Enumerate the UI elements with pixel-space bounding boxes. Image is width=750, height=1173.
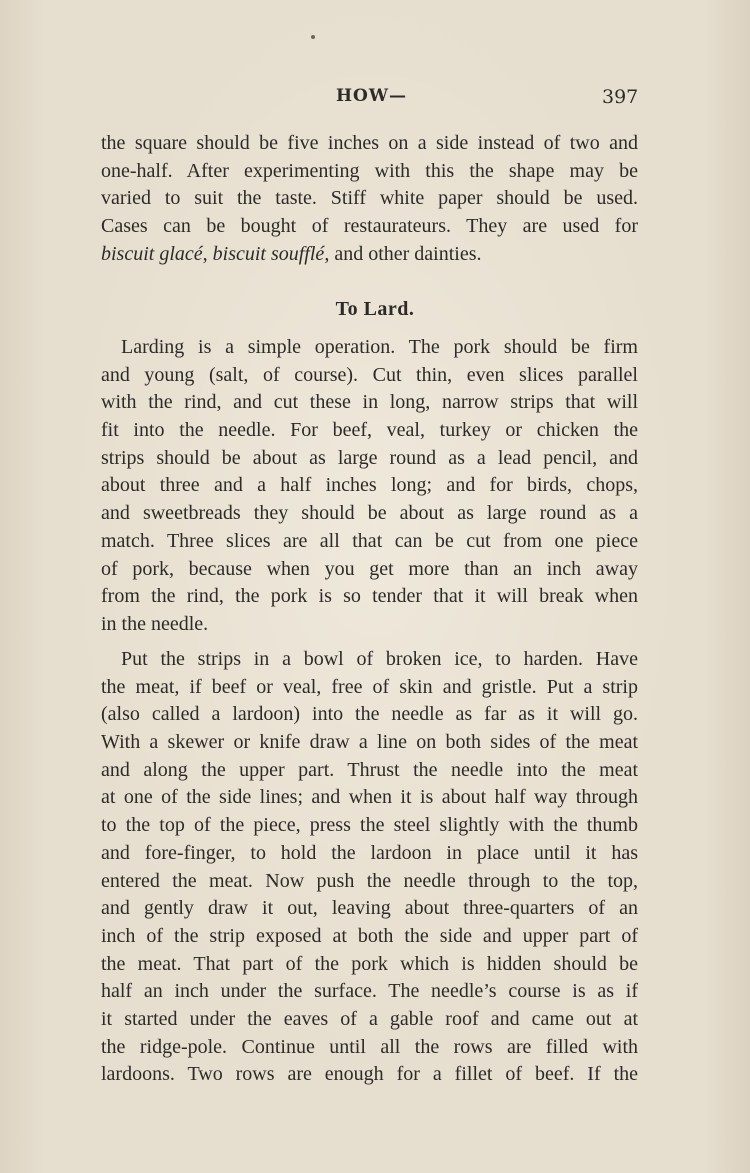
text-line: With a skewer or knife draw a line on both sides of the meat [101, 731, 638, 754]
text-line: fit into the needle. For beef, veal, turkey or chicken the [101, 419, 638, 442]
text-line: in the needle. [101, 612, 209, 635]
page-number: 397 [602, 86, 639, 108]
text-line: and along the upper part. Thrust the needle into the meat [101, 758, 638, 781]
text-line: the ridge-pole. Continue until all the rows are filled with [101, 1035, 638, 1058]
text-line: with the rind, and cut these in long, narrow strips that will [101, 391, 638, 414]
text-line [101, 241, 638, 269]
text-line: lardoons. Two rows are enough for a fillet of beef. If the [101, 1063, 638, 1086]
text-line: match. Three slices are all that can be cut from one piece [101, 529, 638, 552]
text-line: one-half. After experimenting with this the shape may be [101, 159, 638, 182]
text-line: strips should be about as large round as a lead pencil, and [101, 446, 638, 469]
text-line: the meat, if beef or veal, free of skin and gristle. Put a strip [101, 675, 638, 698]
italic-term: biscuit soufflé [212, 242, 325, 265]
running-head-title: HOW— [336, 86, 407, 106]
ink-dot [311, 35, 315, 39]
text-line: about three and a half inches long; and for birds, chops, [101, 474, 638, 497]
text-line: the square should be five inches on a side instead of two and [101, 132, 638, 154]
text-line: it started under the eaves of a gable roof and came out at [101, 1007, 638, 1030]
text-line: of pork, because when you get more than an inch away [101, 557, 638, 580]
text-line: to the top of the piece, press the steel slightly with the thumb [101, 814, 638, 837]
text-line: from the rind, the pork is so tender that it will break when [101, 585, 638, 608]
text-line: at one of the side lines; and when it is about half way through [101, 786, 638, 809]
section-heading: To Lard. [335, 298, 415, 320]
text-fragment: , [202, 242, 213, 265]
paragraph-continuation [101, 130, 638, 268]
paragraph-larding [101, 334, 638, 639]
paragraph-strips [101, 646, 638, 1089]
text-fragment: , and other dainties. [324, 242, 482, 265]
text-line: Larding is a simple operation. The pork should be firm [121, 336, 638, 358]
text-line: half an inch under the surface. The needle’s course is as if [101, 980, 638, 1003]
text-line: (also called a lardoon) into the needle as far as it will go. [101, 703, 638, 726]
text-line: entered the meat. Now push the needle through to the top, [101, 869, 638, 892]
text-line: and fore-finger, to hold the lardoon in place until it has [101, 841, 638, 864]
text-line: inch of the strip exposed at both the side and upper part of [101, 924, 638, 947]
text-line: Cases can be bought of restaurateurs. They are used for [101, 215, 638, 238]
text-line: Put the strips in a bowl of broken ice, to harden. Have [121, 648, 638, 670]
italic-term: biscuit glacé [101, 242, 203, 265]
text-line: varied to suit the taste. Stiff white paper should be used. [101, 187, 638, 210]
text-line: the meat. That part of the pork which is hidden should be [101, 952, 638, 975]
text-line: and young (salt, of course). Cut thin, even slices parallel [101, 363, 638, 386]
text-line: and sweetbreads they should be about as large round as a [101, 502, 638, 525]
running-head [0, 86, 750, 110]
text-line: and gently draw it out, leaving about three-quarters of an [101, 897, 638, 920]
